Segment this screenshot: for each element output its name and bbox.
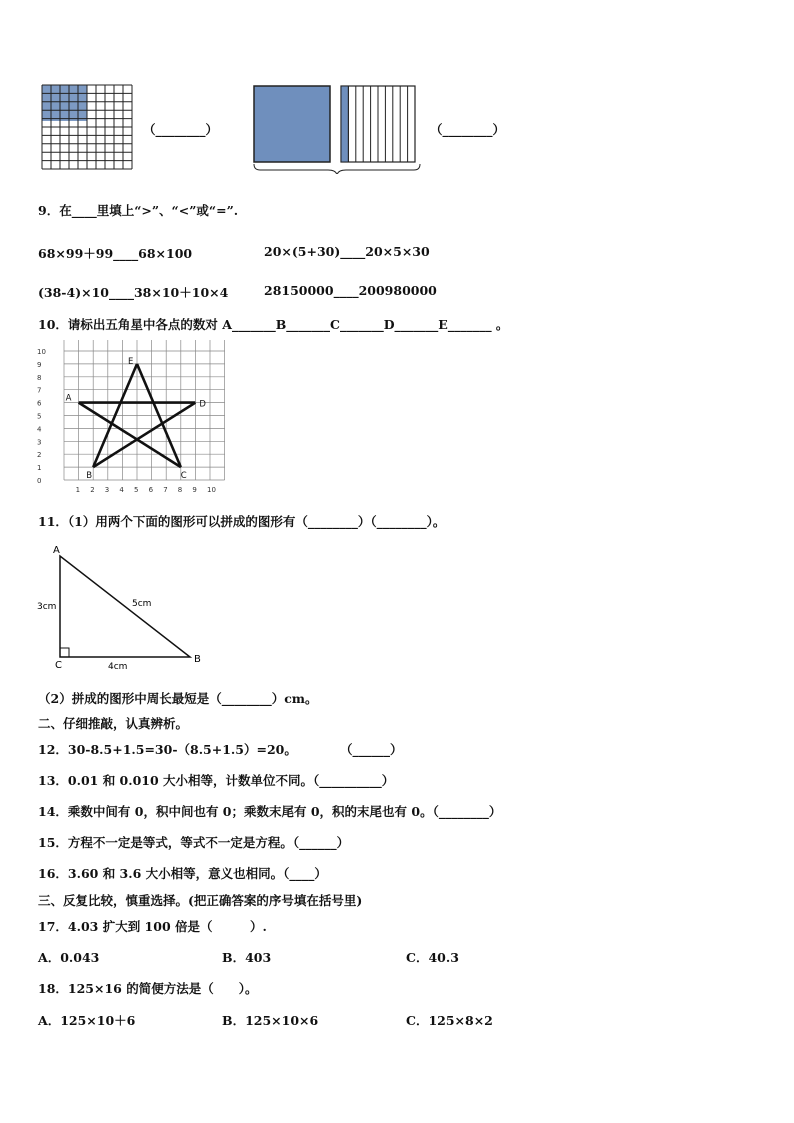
q18-text: 18．125×16 的简便方法是（ ）。 bbox=[38, 981, 258, 996]
q9-row2-left: (38-4)×10____38×10＋10×4 bbox=[38, 285, 229, 300]
x-tick-label: 2 bbox=[90, 486, 95, 494]
star-point-label: C bbox=[180, 471, 187, 482]
y-tick-label: 6 bbox=[37, 399, 42, 408]
x-tick-label: 6 bbox=[148, 486, 154, 494]
star-edge bbox=[93, 403, 195, 468]
x-tick-label: 4 bbox=[119, 486, 124, 494]
top-left-answer-paren[interactable]: （________） bbox=[143, 122, 219, 137]
square-and-strips-figure bbox=[252, 84, 422, 178]
vertex-b-label: B bbox=[194, 654, 201, 665]
q9-row1-right: 20×(5+30)____20×5×30 bbox=[264, 244, 430, 259]
right-triangle-svg bbox=[36, 544, 216, 672]
section2-heading: 二、仔细推敲，认真辨析。 bbox=[38, 716, 189, 731]
y-tick-label: 9 bbox=[37, 360, 42, 369]
q18-option-b[interactable]: B．125×10×6 bbox=[222, 1013, 319, 1028]
q11-part2: （2）拼成的图形中周长最短是（________）cm。 bbox=[38, 691, 318, 706]
q17-option-a[interactable]: A．0.043 bbox=[38, 950, 100, 965]
q18-option-a[interactable]: A．125×10＋6 bbox=[38, 1013, 136, 1028]
q11-part1: 11．（1）用两个下面的图形可以拼成的图形有（________）（________）。 bbox=[38, 514, 446, 529]
x-tick-label: 10 bbox=[207, 486, 216, 494]
full-square bbox=[254, 86, 330, 162]
ten-strips bbox=[341, 86, 415, 162]
q10-text: 10．请标出五角星中各点的数对 A_______B_______C_______D_______E_______ 。 bbox=[38, 317, 509, 332]
x-tick-label: 1 bbox=[75, 486, 81, 494]
star-point-label: A bbox=[65, 393, 72, 404]
y-tick-label: 4 bbox=[37, 425, 42, 434]
triangle bbox=[60, 556, 190, 657]
y-tick-label: 10 bbox=[37, 348, 46, 356]
q12-answer-paren[interactable]: （______） bbox=[340, 742, 403, 757]
q15-text: 15．方程不一定是等式，等式不一定是方程。（______） bbox=[38, 835, 350, 850]
x-tick-label: 9 bbox=[192, 486, 197, 494]
y-tick-label: 8 bbox=[37, 373, 42, 382]
q9-title: 9．在____里填上“>”、“<”或“=”. bbox=[38, 203, 239, 218]
shaded-strip bbox=[341, 86, 348, 162]
side-ab-label: 5cm bbox=[132, 599, 152, 609]
y-tick-label: 2 bbox=[37, 451, 42, 460]
y-tick-label: 3 bbox=[37, 438, 42, 447]
q13-text: 13．0.01 和 0.010 大小相等，计数单位不同。（__________） bbox=[38, 773, 395, 788]
star-point-label: D bbox=[199, 399, 206, 410]
top-right-answer-paren[interactable]: （________） bbox=[430, 122, 506, 137]
right-triangle-figure bbox=[36, 544, 216, 676]
star-coordinate-grid bbox=[36, 340, 236, 502]
x-tick-label: 7 bbox=[163, 486, 168, 494]
y-tick-label: 0 bbox=[37, 477, 42, 485]
shaded-block bbox=[42, 85, 87, 121]
q12-text: 12．30-8.5+1.5=30-（8.5+1.5）=20。 bbox=[38, 742, 297, 757]
hundred-grid-figure bbox=[41, 84, 133, 176]
q16-text: 16．3.60 和 3.6 大小相等，意义也相同。（____） bbox=[38, 866, 327, 881]
x-tick-label: 3 bbox=[104, 486, 110, 494]
brace bbox=[254, 164, 420, 174]
y-tick-label: 1 bbox=[37, 464, 42, 473]
section3-heading: 三、反复比较，慎重选择。(把正确答案的序号填在括号里) bbox=[38, 893, 363, 908]
vertex-a-label: A bbox=[53, 545, 60, 556]
right-angle-mark bbox=[60, 648, 69, 657]
star-point-label: B bbox=[86, 471, 93, 482]
q9-row2-right: 28150000____200980000 bbox=[264, 283, 437, 298]
x-tick-label: 8 bbox=[177, 486, 183, 494]
side-ac-label: 3cm bbox=[37, 602, 57, 612]
q17-option-b[interactable]: B．403 bbox=[222, 950, 272, 965]
q17-text: 17．4.03 扩大到 100 倍是（ ）. bbox=[38, 919, 267, 934]
y-tick-label: 7 bbox=[37, 386, 42, 395]
q14-text: 14．乘数中间有 0，积中间也有 0；乘数末尾有 0，积的末尾也有 0。（________） bbox=[38, 804, 502, 819]
side-cb-label: 4cm bbox=[108, 662, 128, 672]
y-tick-label: 5 bbox=[37, 412, 42, 421]
star-grid-svg bbox=[36, 340, 236, 498]
hundred-grid-svg bbox=[41, 84, 133, 172]
star-edge bbox=[79, 403, 181, 468]
x-tick-label: 5 bbox=[134, 486, 139, 494]
vertex-c-label: C bbox=[55, 660, 62, 671]
q9-row1-left: 68×99＋99____68×100 bbox=[38, 246, 193, 261]
q17-option-c[interactable]: C．40.3 bbox=[406, 950, 459, 965]
q18-option-c[interactable]: C．125×8×2 bbox=[406, 1013, 493, 1028]
star-point-label: E bbox=[128, 356, 134, 367]
square-and-strips-svg bbox=[252, 84, 422, 174]
